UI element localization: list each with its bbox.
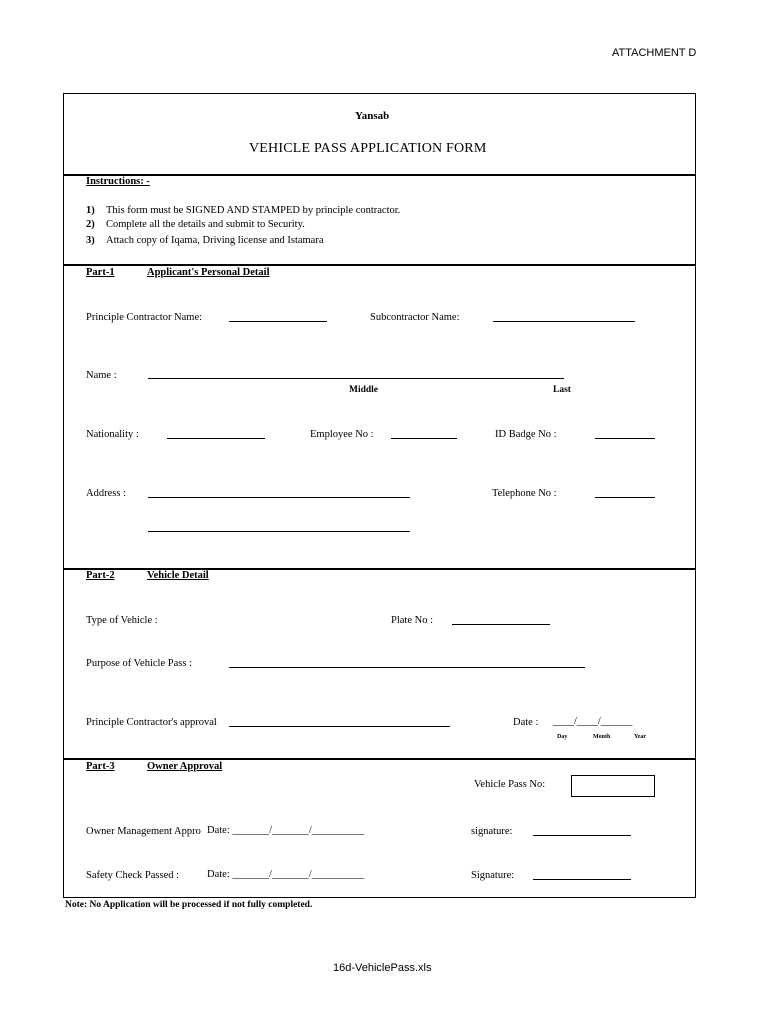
part3-title: Owner Approval	[147, 761, 223, 772]
subcontractor-field[interactable]	[493, 321, 635, 322]
part2-number: Part-2	[86, 570, 115, 581]
year-caption: Year	[634, 734, 646, 740]
part2-title: Vehicle Detail	[147, 570, 209, 581]
contractor-approval-label: Principle Contractor's approval	[86, 717, 217, 728]
plate-no-label: Plate No :	[391, 615, 433, 626]
subcontractor-label: Subcontractor Name:	[370, 312, 460, 323]
last-name-caption: Last	[553, 385, 571, 395]
plate-no-field[interactable]	[452, 624, 550, 625]
instruction-num-2: 2)	[86, 219, 95, 230]
part1-title: Applicant's Personal Detail	[147, 267, 270, 278]
instruction-text-1: This form must be SIGNED AND STAMPED by principle contractor.	[106, 205, 401, 216]
employee-no-label: Employee No :	[310, 429, 374, 440]
address-label: Address :	[86, 488, 126, 499]
telephone-field[interactable]	[595, 497, 655, 498]
address-field-line1[interactable]	[148, 497, 410, 498]
principle-contractor-field[interactable]	[229, 321, 327, 322]
safety-signature-label: Signature:	[471, 870, 515, 881]
id-badge-label: ID Badge No :	[495, 429, 557, 440]
divider-header	[63, 174, 696, 176]
instruction-text-3: Attach copy of Iqama, Driving license and Istamara	[106, 235, 324, 246]
company-name: Yansab	[355, 110, 390, 122]
name-field[interactable]	[148, 378, 564, 379]
owner-management-label: Owner Management Appro	[86, 826, 201, 837]
vehicle-type-label: Type of Vehicle :	[86, 615, 158, 626]
approval-date-label: Date :	[513, 717, 539, 728]
safety-check-label: Safety Check Passed :	[86, 870, 180, 881]
part3-number: Part-3	[86, 761, 115, 772]
form-title: VEHICLE PASS APPLICATION FORM	[249, 141, 487, 156]
safety-date-field[interactable]: Date: _______/_______/__________	[207, 869, 365, 880]
day-caption: Day	[557, 734, 568, 740]
employee-no-field[interactable]	[391, 438, 457, 439]
instructions-heading: Instructions: -	[86, 176, 150, 187]
attachment-label: ATTACHMENT D	[612, 47, 697, 59]
telephone-label: Telephone No :	[492, 488, 557, 499]
nationality-field[interactable]	[167, 438, 265, 439]
completion-note: Note: No Application will be processed if not fully completed.	[65, 900, 313, 910]
month-caption: Month	[593, 734, 611, 740]
middle-name-caption: Middle	[349, 385, 379, 395]
vehicle-pass-no-box[interactable]	[571, 775, 655, 797]
approval-date-field[interactable]: ____/____/______	[553, 716, 633, 727]
divider-part3	[63, 758, 696, 760]
instruction-num-1: 1)	[86, 205, 95, 216]
contractor-approval-field[interactable]	[229, 726, 450, 727]
part1-number: Part-1	[86, 267, 115, 278]
purpose-field[interactable]	[229, 667, 585, 668]
instruction-num-3: 3)	[86, 235, 95, 246]
owner-date-field[interactable]: Date: _______/_______/__________	[207, 825, 365, 836]
nationality-label: Nationality :	[86, 429, 139, 440]
owner-signature-label: signature:	[471, 826, 513, 837]
owner-signature-field[interactable]	[533, 835, 631, 836]
id-badge-field[interactable]	[595, 438, 655, 439]
address-field-line2[interactable]	[148, 531, 410, 532]
purpose-label: Purpose of Vehicle Pass :	[86, 658, 192, 669]
principle-contractor-label: Principle Contractor Name:	[86, 312, 203, 323]
vehicle-pass-no-label: Vehicle Pass No:	[474, 779, 546, 790]
name-label: Name :	[86, 370, 117, 381]
file-name-footer: 16d-VehiclePass.xls	[333, 962, 432, 974]
divider-part1	[63, 264, 696, 266]
instruction-text-2: Complete all the details and submit to Security.	[106, 219, 305, 230]
safety-signature-field[interactable]	[533, 879, 631, 880]
